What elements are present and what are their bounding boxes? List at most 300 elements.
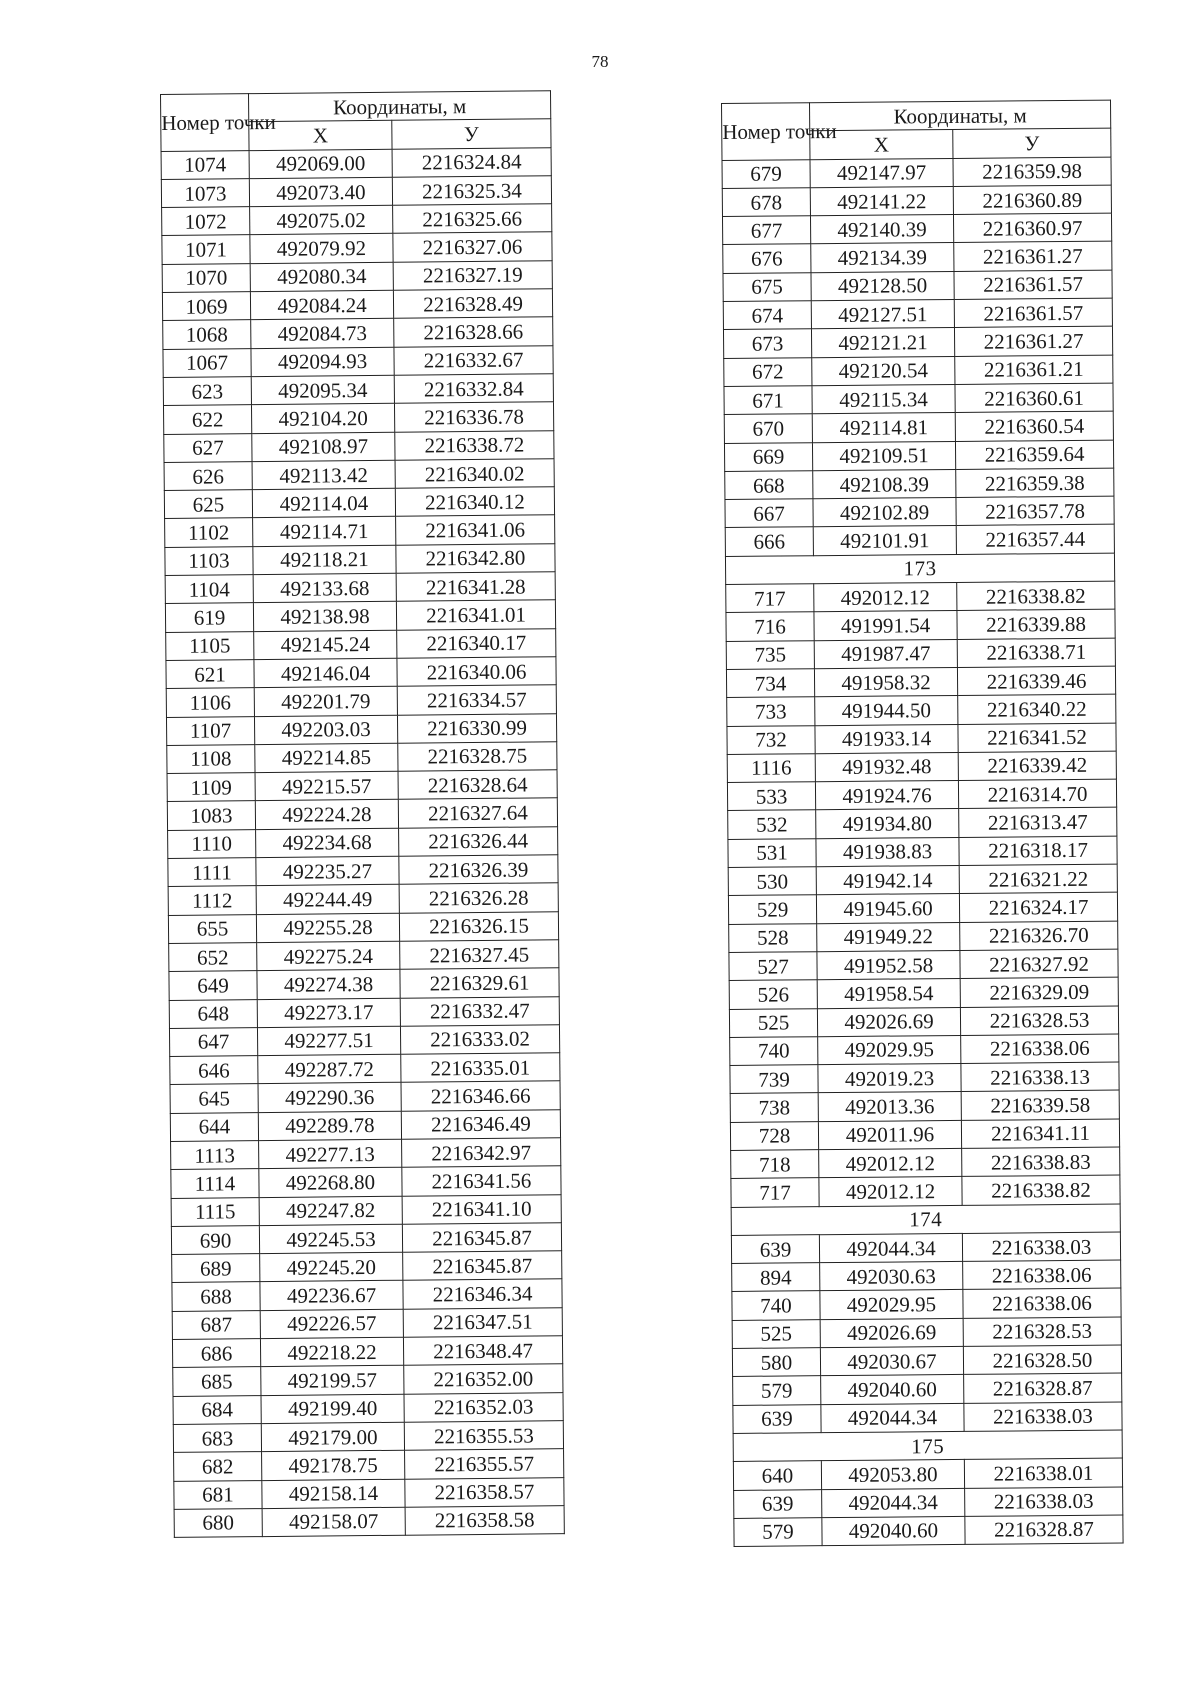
x-coordinate-cell: 492040.60 [821,1375,964,1405]
y-coordinate-cell: 2216327.64 [398,798,557,828]
point-number-cell: 1108 [167,744,255,773]
y-coordinate-cell: 2216342.80 [396,543,555,573]
table-row [729,949,1118,981]
point-number-cell: 688 [172,1282,260,1311]
point-number-cell: 1116 [727,754,815,783]
point-number-cell: 1068 [163,320,251,349]
y-coordinate-cell: 2216359.38 [956,468,1114,498]
y-coordinate-cell: 2216338.71 [957,638,1115,668]
x-coordinate-cell: 492133.68 [253,573,396,603]
table-row [166,713,556,745]
header-y: У [392,119,551,149]
table-row [172,1279,562,1311]
x-coordinate-cell: 492245.53 [259,1224,402,1254]
table-row [725,525,1114,557]
x-coordinate-cell: 492029.95 [818,1035,961,1065]
y-coordinate-cell: 2216341.56 [402,1166,561,1196]
point-number-cell: 679 [722,159,810,188]
point-number-cell: 690 [171,1225,259,1254]
y-coordinate-cell: 2216345.87 [402,1223,561,1253]
y-coordinate-cell: 2216313.47 [959,807,1117,837]
point-number-cell: 533 [727,782,815,811]
x-coordinate-cell: 491949.22 [817,922,960,952]
y-coordinate-cell: 2216338.01 [964,1458,1122,1488]
x-coordinate-cell: 492134.39 [811,243,954,273]
point-number-cell: 718 [731,1150,819,1179]
y-coordinate-cell: 2216360.89 [953,185,1111,215]
y-coordinate-cell: 2216341.10 [402,1194,561,1224]
table-row [161,147,551,179]
x-coordinate-cell: 492244.49 [256,885,399,915]
header-point-number: Номер точки [161,94,250,151]
table-row [723,270,1112,302]
x-coordinate-cell: 492247.82 [259,1196,402,1226]
point-number-cell: 671 [724,386,812,415]
table-row [166,628,556,660]
table-row [166,657,556,689]
y-coordinate-cell: 2216338.83 [962,1147,1120,1177]
table-row [165,515,555,547]
x-coordinate-cell: 492030.67 [820,1346,963,1376]
group-label: 173 [725,553,1114,585]
y-coordinate-cell: 2216324.84 [392,147,551,177]
y-coordinate-cell: 2216359.98 [953,157,1111,187]
x-coordinate-cell: 492026.69 [817,1007,960,1037]
y-coordinate-cell: 2216352.00 [404,1364,563,1394]
x-coordinate-cell: 492114.04 [252,488,395,518]
y-coordinate-cell: 2216326.44 [399,826,558,856]
y-coordinate-cell: 2216328.87 [964,1373,1122,1403]
point-number-cell: 1074 [161,150,249,179]
y-coordinate-cell: 2216339.88 [957,609,1115,639]
table-row [724,383,1113,415]
x-coordinate-cell: 492289.78 [258,1111,401,1141]
x-coordinate-cell: 492275.24 [257,941,400,971]
header-coordinates: Координаты, м [249,91,551,122]
y-coordinate-cell: 2216328.75 [398,742,557,772]
point-number-cell: 646 [170,1056,258,1085]
x-coordinate-cell: 492141.22 [810,186,953,216]
y-coordinate-cell: 2216338.06 [963,1289,1121,1319]
point-number-cell: 673 [723,329,811,358]
group-label: 174 [731,1204,1120,1236]
point-number-cell: 1071 [162,235,250,264]
table-row [726,638,1115,670]
x-coordinate-cell: 492044.34 [819,1233,962,1263]
table-row [731,1175,1120,1207]
table-row [172,1307,562,1339]
x-coordinate-cell: 492245.20 [260,1252,403,1282]
x-coordinate-cell: 491938.83 [816,837,959,867]
table-row [168,826,558,858]
x-coordinate-cell: 492128.50 [811,271,954,301]
table-row [728,892,1117,924]
table-row [169,996,559,1028]
point-number-cell: 645 [170,1084,258,1113]
table-row [172,1251,562,1283]
y-coordinate-cell: 2216335.01 [401,1053,560,1083]
x-coordinate-cell: 492101.91 [813,526,956,556]
y-coordinate-cell: 2216361.21 [955,355,1113,385]
table-row [733,1373,1122,1405]
point-number-cell: 579 [733,1376,821,1405]
table-row [166,685,556,717]
page-number: 78 [591,52,609,71]
point-number-cell: 1103 [165,546,253,575]
y-coordinate-cell: 2216327.19 [393,261,552,291]
point-number-cell: 1070 [162,263,250,292]
x-coordinate-cell: 491952.58 [817,950,960,980]
point-number-cell: 1114 [171,1169,259,1198]
x-coordinate-cell: 491942.14 [816,865,959,895]
y-coordinate-cell: 2216332.84 [394,374,553,404]
coordinates-table-right [721,100,1124,1547]
y-coordinate-cell: 2216338.82 [962,1175,1120,1205]
y-coordinate-cell: 2216328.66 [394,317,553,347]
x-coordinate-cell: 492255.28 [256,913,399,943]
point-number-cell: 687 [172,1310,260,1339]
y-coordinate-cell: 2216357.44 [956,525,1114,555]
point-number-cell: 672 [724,357,812,386]
x-coordinate-cell: 492069.00 [249,149,392,179]
table-row [725,468,1114,500]
point-number-cell: 528 [729,923,817,952]
point-number-cell: 531 [728,838,816,867]
table-row [726,609,1115,641]
x-coordinate-cell: 492158.07 [262,1507,405,1537]
table-row [730,1062,1119,1094]
x-coordinate-cell: 492290.36 [258,1083,401,1113]
table-row [723,298,1112,330]
y-coordinate-cell: 2216338.72 [395,430,554,460]
point-number-cell: 681 [174,1480,262,1509]
point-number-cell: 1069 [162,292,250,321]
x-coordinate-cell: 491934.80 [816,809,959,839]
x-coordinate-cell: 492053.80 [821,1460,964,1490]
point-number-cell: 649 [169,971,257,1000]
y-coordinate-cell: 2216352.03 [404,1392,563,1422]
point-number-cell: 669 [724,442,812,471]
table-row [167,770,557,802]
header-coordinates: Координаты, м [810,100,1111,131]
point-number-cell: 1104 [165,575,253,604]
y-coordinate-cell: 2216355.53 [404,1421,563,1451]
point-number-cell: 677 [722,216,810,245]
point-number-cell: 738 [730,1093,818,1122]
table-row [723,326,1112,358]
y-coordinate-cell: 2216360.97 [953,213,1111,243]
y-coordinate-cell: 2216338.13 [961,1062,1119,1092]
x-coordinate-cell: 492108.97 [252,432,395,462]
y-coordinate-cell: 2216330.99 [397,713,556,743]
table-row [722,157,1111,189]
table-row [168,883,558,915]
x-coordinate-cell: 492075.02 [250,205,393,235]
table-row [727,723,1116,755]
y-coordinate-cell: 2216324.17 [959,892,1117,922]
x-coordinate-cell: 492084.73 [251,319,394,349]
x-coordinate-cell: 491924.76 [815,781,958,811]
y-coordinate-cell: 2216361.57 [954,298,1112,328]
point-number-cell: 666 [725,527,813,556]
x-coordinate-cell: 492277.13 [259,1139,402,1169]
point-number-cell: 622 [163,405,251,434]
y-coordinate-cell: 2216338.03 [965,1487,1123,1517]
y-coordinate-cell: 2216339.58 [961,1090,1119,1120]
point-number-cell: 652 [169,943,257,972]
point-number-cell: 740 [730,1036,818,1065]
table-row [727,751,1116,783]
x-coordinate-cell: 492029.95 [820,1290,963,1320]
x-coordinate-cell: 492094.93 [251,347,394,377]
point-number-cell: 1109 [167,773,255,802]
table-row [171,1194,561,1226]
x-coordinate-cell: 492084.24 [250,290,393,320]
x-coordinate-cell: 492115.34 [812,384,955,414]
y-coordinate-cell: 2216332.47 [400,996,559,1026]
table-row [163,402,553,434]
x-coordinate-cell: 492199.57 [261,1366,404,1396]
table-row [163,345,553,377]
point-number-cell: 668 [725,471,813,500]
point-number-cell: 728 [730,1121,818,1150]
table-row [167,742,557,774]
point-number-cell: 689 [172,1254,260,1283]
table-row [173,1392,563,1424]
point-number-cell: 732 [727,725,815,754]
table-row [171,1166,561,1198]
table-row [163,317,553,349]
point-number-cell: 686 [172,1339,260,1368]
point-number-cell: 621 [166,660,254,689]
x-coordinate-cell: 491987.47 [814,639,957,669]
x-coordinate-cell: 492079.92 [250,234,393,264]
point-number-cell: 619 [165,603,253,632]
point-number-cell: 1083 [167,801,255,830]
y-coordinate-cell: 2216342.97 [402,1138,561,1168]
x-coordinate-cell: 491958.54 [817,979,960,1009]
x-coordinate-cell: 492226.57 [260,1309,403,1339]
table-row [170,1081,560,1113]
y-coordinate-cell: 2216321.22 [959,864,1117,894]
y-coordinate-cell: 2216338.06 [963,1260,1121,1290]
y-coordinate-cell: 2216325.34 [392,176,551,206]
y-coordinate-cell: 2216328.53 [960,1006,1118,1036]
point-number-cell: 644 [170,1112,258,1141]
y-coordinate-cell: 2216327.06 [393,232,552,262]
point-number-cell: 1112 [168,886,256,915]
x-coordinate-cell: 492011.96 [818,1120,961,1150]
y-coordinate-cell: 2216326.70 [960,921,1118,951]
table-row [728,836,1117,868]
x-coordinate-cell: 492109.51 [812,441,955,471]
point-number-cell: 740 [732,1291,820,1320]
y-coordinate-cell: 2216346.66 [401,1081,560,1111]
y-coordinate-cell: 2216334.57 [397,685,556,715]
point-number-cell: 526 [729,980,817,1009]
table-row [170,1109,560,1141]
point-number-cell: 639 [731,1235,819,1264]
y-coordinate-cell: 2216327.92 [960,949,1118,979]
y-coordinate-cell: 2216347.51 [403,1307,562,1337]
x-coordinate-cell: 492201.79 [254,686,397,716]
group-row [725,553,1114,585]
point-number-cell: 1115 [171,1197,259,1226]
y-coordinate-cell: 2216325.66 [393,204,552,234]
point-number-cell: 648 [169,999,257,1028]
x-coordinate-cell: 492274.38 [257,969,400,999]
x-coordinate-cell: 492268.80 [259,1168,402,1198]
table-row [170,1053,560,1085]
table-row [730,1119,1119,1151]
table-row [722,185,1111,217]
point-number-cell: 716 [726,612,814,641]
y-coordinate-cell: 2216328.87 [965,1515,1123,1545]
point-number-cell: 579 [734,1518,822,1547]
table-row [724,440,1113,472]
y-coordinate-cell: 2216341.52 [958,723,1116,753]
table-row [169,968,559,1000]
header-x: X [810,130,953,160]
x-coordinate-cell: 492019.23 [818,1064,961,1094]
x-coordinate-cell: 492215.57 [255,771,398,801]
y-coordinate-cell: 2216338.06 [961,1034,1119,1064]
x-coordinate-cell: 492199.40 [261,1394,404,1424]
point-number-cell: 680 [174,1508,262,1537]
group-row [733,1430,1122,1462]
y-coordinate-cell: 2216359.64 [955,440,1113,470]
y-coordinate-cell: 2216328.49 [393,289,552,319]
point-number-cell: 733 [727,697,815,726]
y-coordinate-cell: 2216339.46 [957,666,1115,696]
y-coordinate-cell: 2216338.03 [964,1402,1122,1432]
x-coordinate-cell: 492224.28 [255,800,398,830]
y-coordinate-cell: 2216329.09 [960,977,1118,1007]
y-coordinate-cell: 2216318.17 [959,836,1117,866]
point-number-cell: 640 [733,1461,821,1490]
point-number-cell: 655 [168,914,256,943]
point-number-cell: 1106 [166,688,254,717]
point-number-cell: 525 [732,1319,820,1348]
point-number-cell: 1110 [168,829,256,858]
point-number-cell: 683 [173,1424,261,1453]
point-number-cell: 625 [164,490,252,519]
table-body-right [722,157,1123,1547]
point-number-cell: 678 [722,188,810,217]
x-coordinate-cell: 491958.32 [814,667,957,697]
table-row [732,1317,1121,1349]
y-coordinate-cell: 2216340.17 [397,628,556,658]
y-coordinate-cell: 2216340.02 [395,459,554,489]
y-coordinate-cell: 2216336.78 [394,402,553,432]
table-row [729,977,1118,1009]
table-row [733,1458,1122,1490]
table-row [723,242,1112,274]
y-coordinate-cell: 2216333.02 [400,1025,559,1055]
x-coordinate-cell: 492158.14 [262,1479,405,1509]
x-coordinate-cell: 492044.34 [821,1403,964,1433]
x-coordinate-cell: 492108.39 [813,469,956,499]
x-coordinate-cell: 492235.27 [256,856,399,886]
y-coordinate-cell: 2216338.82 [957,581,1115,611]
table-row [728,864,1117,896]
point-number-cell: 1105 [166,631,254,660]
table-row [726,666,1115,698]
table-row [171,1138,561,1170]
table-row [164,459,554,491]
table-body-left [161,147,564,1537]
point-number-cell: 682 [174,1452,262,1481]
table-row [168,855,558,887]
point-number-cell: 894 [732,1263,820,1292]
table-row [174,1449,564,1481]
table-row [162,261,552,293]
y-coordinate-cell: 2216346.34 [403,1279,562,1309]
y-coordinate-cell: 2216326.39 [399,855,558,885]
y-coordinate-cell: 2216326.15 [399,911,558,941]
point-number-cell: 717 [731,1178,819,1207]
y-coordinate-cell: 2216345.87 [403,1251,562,1281]
x-coordinate-cell: 491945.60 [816,894,959,924]
x-coordinate-cell: 492102.89 [813,498,956,528]
point-number-cell: 623 [163,377,251,406]
point-number-cell: 685 [173,1367,261,1396]
point-number-cell: 627 [164,433,252,462]
y-coordinate-cell: 2216360.61 [955,383,1113,413]
point-number-cell: 639 [733,1404,821,1433]
table-row [173,1421,563,1453]
y-coordinate-cell: 2216327.45 [400,940,559,970]
x-coordinate-cell: 492012.12 [814,583,957,613]
table-row [730,1034,1119,1066]
table-row [161,176,551,208]
y-coordinate-cell: 2216361.57 [954,270,1112,300]
y-coordinate-cell: 2216348.47 [403,1336,562,1366]
header-y: У [953,128,1111,158]
point-number-cell: 717 [726,584,814,613]
point-number-cell: 527 [729,952,817,981]
point-number-cell: 674 [723,301,811,330]
x-coordinate-cell: 492114.81 [812,413,955,443]
y-coordinate-cell: 2216326.28 [399,883,558,913]
y-coordinate-cell: 2216338.03 [962,1232,1120,1262]
point-number-cell: 529 [728,895,816,924]
x-coordinate-cell: 492095.34 [251,375,394,405]
table-row [174,1477,564,1509]
y-coordinate-cell: 2216332.67 [394,345,553,375]
y-coordinate-cell: 2216358.57 [405,1477,564,1507]
table-row [729,1006,1118,1038]
x-coordinate-cell: 492234.68 [256,828,399,858]
x-coordinate-cell: 492044.34 [822,1488,965,1518]
point-number-cell: 1113 [171,1141,259,1170]
y-coordinate-cell: 2216346.49 [401,1109,560,1139]
y-coordinate-cell: 2216314.70 [958,779,1116,809]
table-row [724,355,1113,387]
table-row [734,1487,1123,1519]
table-row [726,581,1115,613]
y-coordinate-cell: 2216328.64 [398,770,557,800]
x-coordinate-cell: 492013.36 [818,1092,961,1122]
point-number-cell: 626 [164,461,252,490]
coordinates-table-left [160,90,565,1538]
x-coordinate-cell: 492138.98 [253,602,396,632]
x-coordinate-cell: 492012.12 [819,1148,962,1178]
x-coordinate-cell: 492118.21 [253,545,396,575]
table-row [732,1289,1121,1321]
table-row [732,1345,1121,1377]
table-row [169,940,559,972]
